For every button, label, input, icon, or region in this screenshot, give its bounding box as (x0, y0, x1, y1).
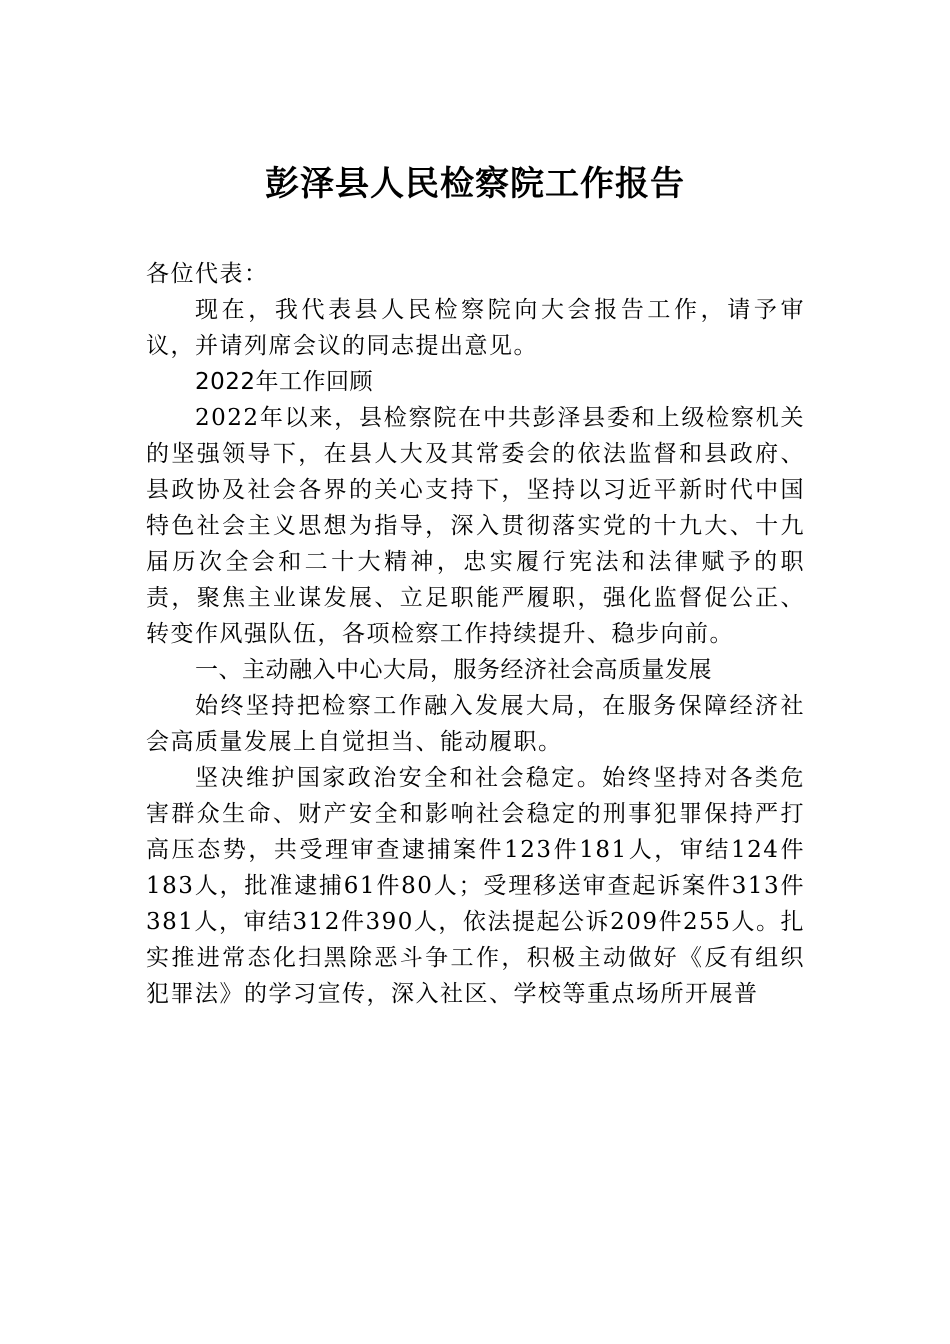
document-title: 彭泽县人民检察院工作报告 (265, 164, 685, 204)
section-one-paragraph: 始终坚持把检察工作融入发展大局，在服务保障经济社会高质量发展上自觉担当、能动履职。 (146, 693, 805, 755)
salutation: 各位代表： (146, 261, 269, 287)
opening-paragraph: 现在，我代表县人民检察院向大会报告工作，请予审议，并请列席会议的同志提出意见。 (146, 297, 805, 359)
review-paragraph: 2022年以来，县检察院在中共彭泽县委和上级检察机关的坚强领导下，在县人大及其常委会的依法监督和县政府、县政协及社会各界的关心支持下，坚持以习近平新时代中国特色社会主义思想为指导，深入贯彻落实党的十九大、十九届历次全会和二十大精神，忠实履行宪法和法律赋予的职责，聚焦主业谋发展、立足职能严履职，强化监督促公正、转变作风强队伍，各项检察工作持续提升、稳步向前。 (146, 405, 805, 647)
section-heading-review: 2022年工作回顾 (195, 369, 374, 395)
document-body (146, 256, 805, 1012)
security-paragraph: 坚决维护国家政治安全和社会稳定。始终坚持对各类危害群众生命、财产安全和影响社会稳定的刑事犯罪保持严打高压态势，共受理审查逮捕案件123件181人，审结124件183人，批准逮捕61件80人；受理移送审查起诉案件313件381人，审结312件390人，依法提起公诉209件255人。扎实推进常态化扫黑除恶斗争工作，积极主动做好《反有组织犯罪法》的学习宣传，深入社区、学校等重点场所开展普 (146, 765, 805, 1007)
section-heading-one: 一、主动融入中心大局，服务经济社会高质量发展 (195, 657, 712, 683)
